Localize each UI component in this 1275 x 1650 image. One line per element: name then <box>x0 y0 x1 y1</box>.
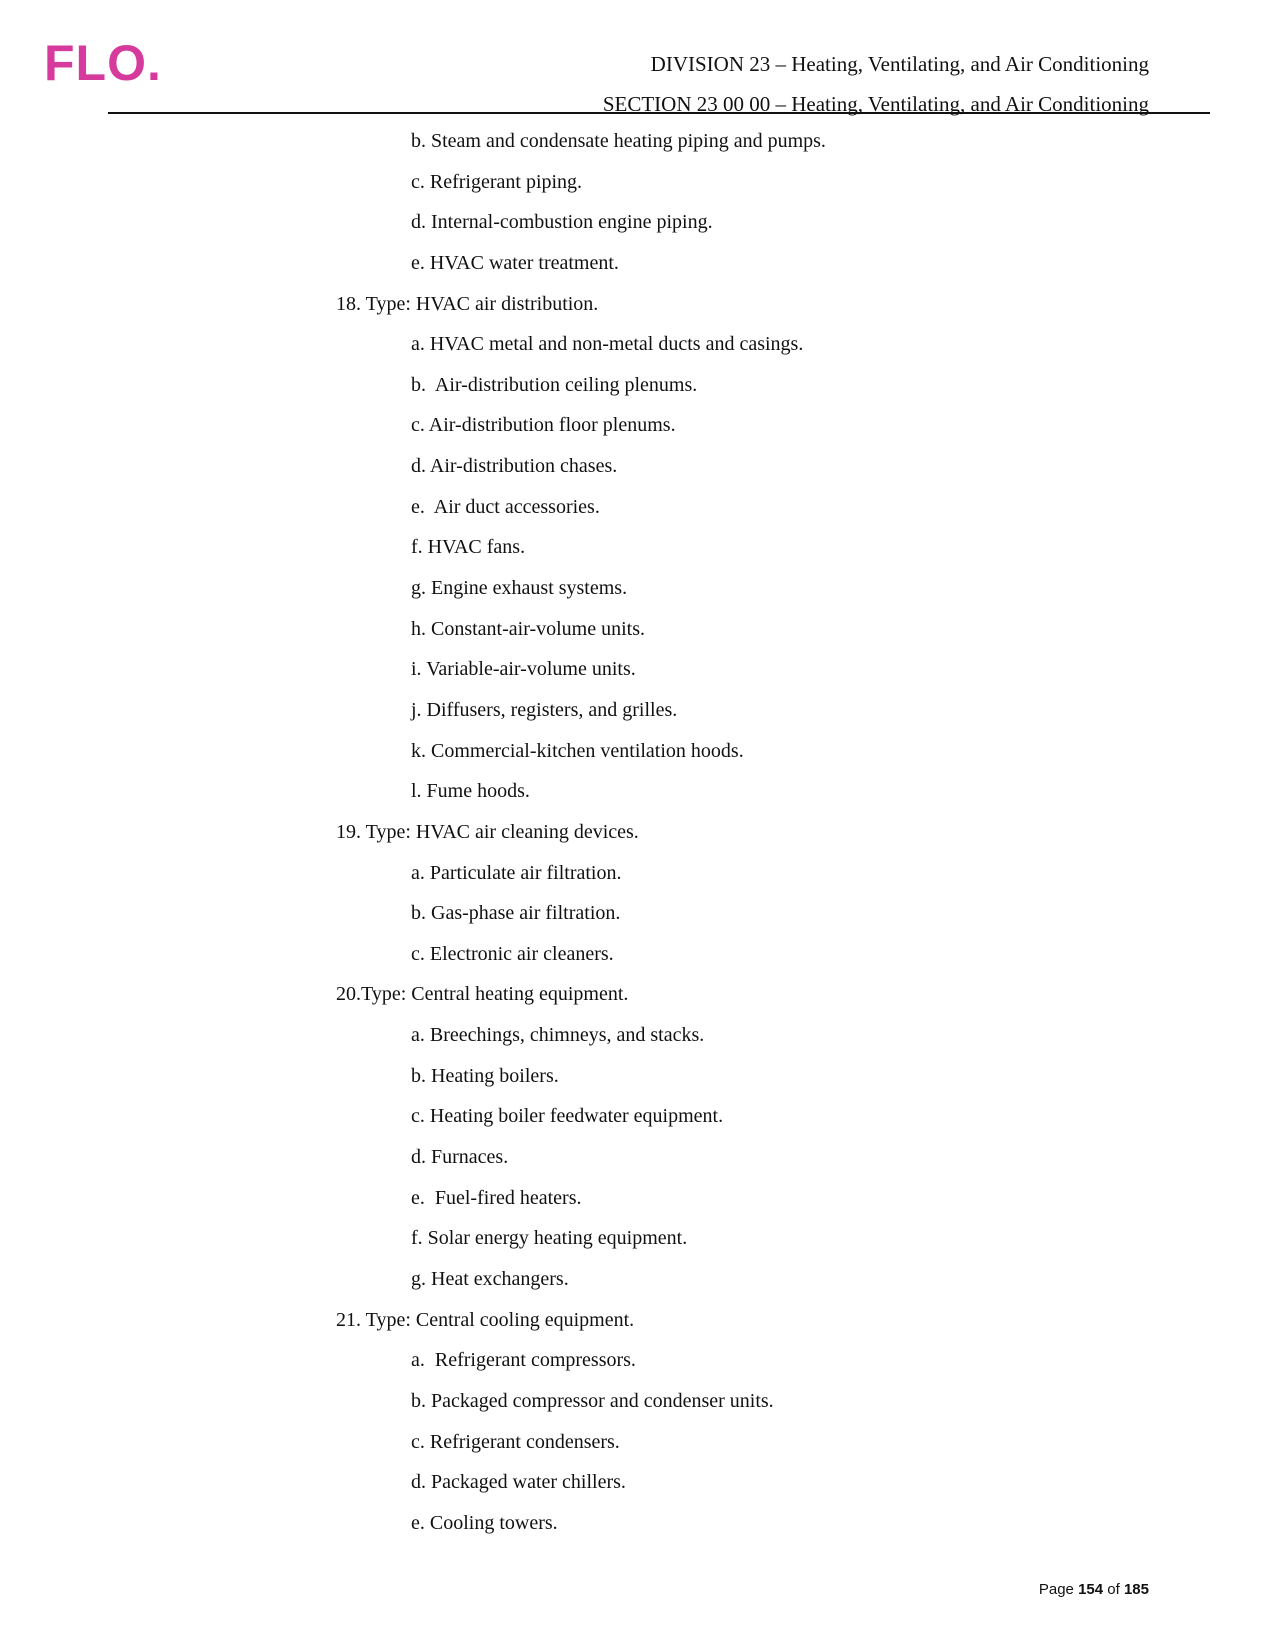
flo-logo: FLO. <box>44 35 162 91</box>
spec-list <box>0 121 1275 1543</box>
list-item: b. Gas-phase air filtration. <box>411 902 621 925</box>
list-item: g. Heat exchangers. <box>411 1267 569 1290</box>
list-item: k. Commercial-kitchen ventilation hoods. <box>411 739 744 762</box>
list-item: c. Air-distribution floor plenums. <box>411 414 676 437</box>
list-item: f. HVAC fans. <box>411 536 526 559</box>
list-item: b. Steam and condensate heating piping and pumps. <box>411 130 826 152</box>
list-item: d. Internal-combustion engine piping. <box>411 211 713 234</box>
list-item: i. Variable-air-volume units. <box>411 658 636 681</box>
list-item: e. Air duct accessories. <box>411 495 600 518</box>
section-title: SECTION 23 00 00 – Heating, Ventilating, and Air Conditioning <box>602 92 1149 116</box>
list-item: a. HVAC metal and non-metal ducts and casings. <box>411 333 804 356</box>
list-item: g. Engine exhaust systems. <box>411 577 628 600</box>
list-item: c. Refrigerant condensers. <box>411 1430 620 1453</box>
list-item-type: 20.Type: Central heating equipment. <box>336 983 629 1006</box>
list-item: b. Heating boilers. <box>411 1064 559 1087</box>
list-item: c. Refrigerant piping. <box>411 170 583 193</box>
list-item: d. Packaged water chillers. <box>411 1471 626 1494</box>
of-label: of <box>1107 1581 1120 1598</box>
list-item-type: 21. Type: Central cooling equipment. <box>336 1308 635 1331</box>
page-label: Page <box>1038 1581 1074 1598</box>
list-item: e. Cooling towers. <box>411 1511 558 1534</box>
list-item: d. Furnaces. <box>411 1146 509 1169</box>
list-item-type: 18. Type: HVAC air distribution. <box>336 292 599 315</box>
header-rule <box>108 112 1210 114</box>
list-item: d. Air-distribution chases. <box>411 455 618 478</box>
list-item: a. Breechings, chimneys, and stacks. <box>411 1024 705 1047</box>
list-item: a. Refrigerant compressors. <box>411 1349 636 1372</box>
list-item: j. Diffusers, registers, and grilles. <box>411 698 678 721</box>
division-title: DIVISION 23 – Heating, Ventilating, and Air Conditioning <box>650 52 1149 76</box>
list-item: l. Fume hoods. <box>411 780 530 803</box>
page-total: 185 <box>1123 1581 1149 1598</box>
list-item: f. Solar energy heating equipment. <box>411 1227 688 1250</box>
list-item: c. Electronic air cleaners. <box>411 942 614 965</box>
list-item: e. HVAC water treatment. <box>411 251 619 274</box>
page-footer <box>1039 1580 1149 1600</box>
list-item: b. Air-distribution ceiling plenums. <box>411 373 698 396</box>
list-item: a. Particulate air filtration. <box>411 861 622 884</box>
page-current: 154 <box>1078 1581 1104 1598</box>
list-item: e. Fuel-fired heaters. <box>411 1186 582 1209</box>
list-item: h. Constant-air-volume units. <box>411 617 646 640</box>
list-item: c. Heating boiler feedwater equipment. <box>411 1105 724 1128</box>
list-item-type: 19. Type: HVAC air cleaning devices. <box>336 820 639 843</box>
list-item: b. Packaged compressor and condenser units. <box>411 1389 774 1412</box>
